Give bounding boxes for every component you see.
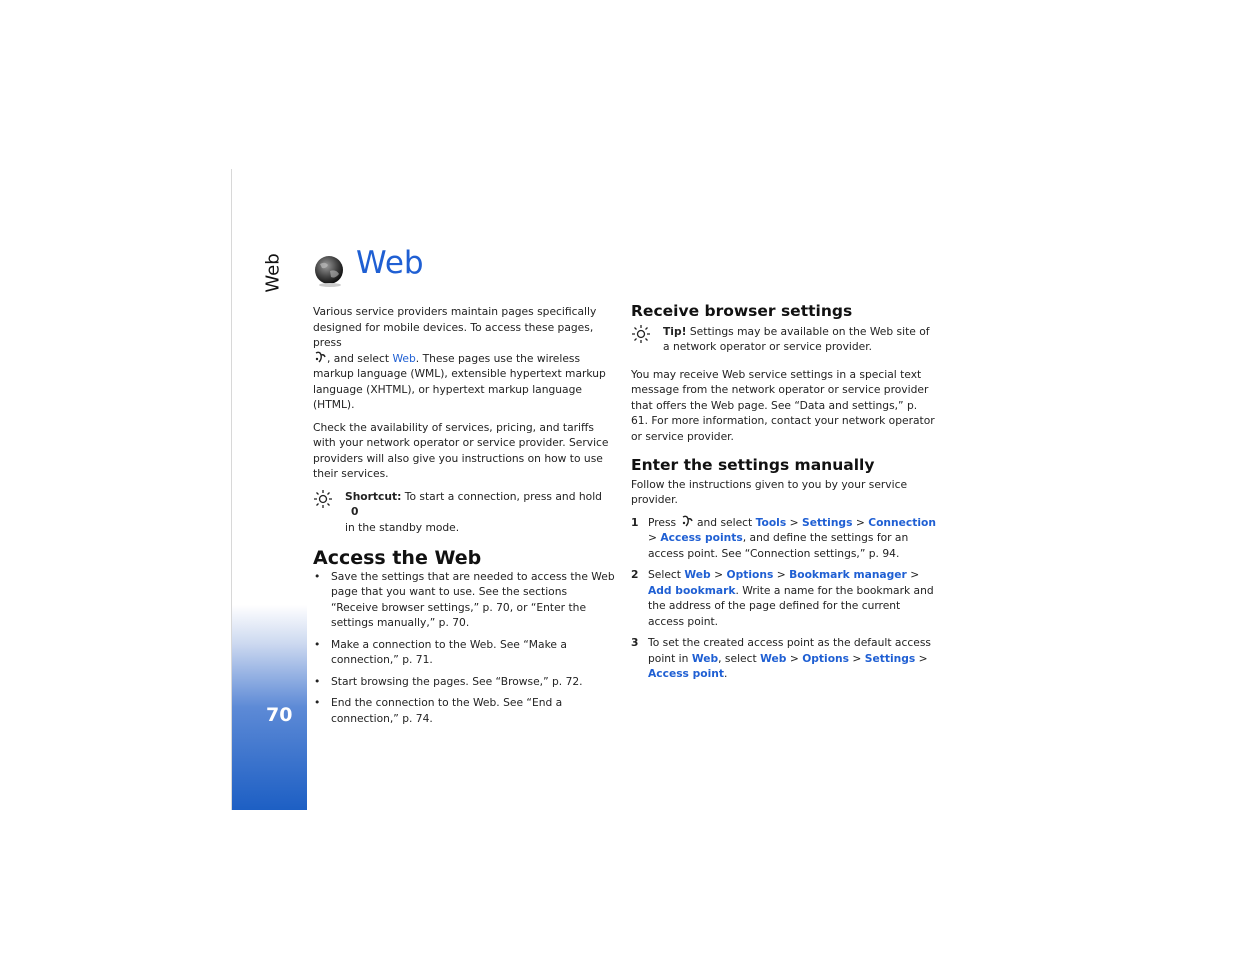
- tip-bulb-icon: [313, 489, 333, 509]
- tip-bulb-icon: [631, 324, 651, 344]
- receive-heading: Receive browser settings: [631, 302, 853, 320]
- intro-text-b: , and select: [327, 351, 390, 365]
- shortcut-text: To start a connection, press and hold: [404, 489, 602, 503]
- access-list: [313, 569, 615, 727]
- receive-body: You may receive Web service settings in a special text message from the network operator or service provider that offers the Web page. See “Data and settings,” p. 61. For more information, contact your network operator or service provider.: [631, 367, 935, 443]
- list-item: • End the connection to the Web. See “End a connection,” p. 74.: [314, 696, 563, 725]
- menu-key-icon: [313, 351, 327, 364]
- intro-text-c: . These pages use the wireless markup language (WML), extensible hypertext markup language (XHTML), or hypertext markup language (HTML).: [313, 351, 606, 411]
- tools-link[interactable]: Tools: [755, 515, 787, 529]
- section-tab: [262, 255, 284, 291]
- page-number: 70: [266, 704, 293, 726]
- globe-icon: [314, 255, 346, 287]
- web-link[interactable]: Web: [760, 651, 787, 665]
- receive-tip: [631, 324, 936, 355]
- zero-key: 0: [351, 505, 359, 518]
- right-column: [631, 304, 936, 688]
- intro-paragraph-1: [313, 304, 615, 413]
- shortcut-text-2: in the standby mode.: [345, 520, 460, 534]
- manual-intro: Follow the instructions given to you by your service provider.: [631, 477, 908, 506]
- list-item: • Start browsing the pages. See “Browse,” p. 72.: [314, 674, 583, 688]
- web-link[interactable]: Web: [392, 351, 416, 365]
- options-link[interactable]: Options: [726, 568, 774, 581]
- settings-link[interactable]: Settings: [802, 515, 853, 529]
- step-3: 3 To set the created access point as the default access point in Web, select Web > Options > Settings > Access point.: [631, 636, 931, 680]
- web-link[interactable]: Web: [684, 568, 711, 581]
- access-point-link[interactable]: Access point: [648, 667, 725, 680]
- intro-text-a: Various service providers maintain pages specifically designed for mobile devices. To access these pages, press: [313, 305, 597, 349]
- options-link[interactable]: Options: [802, 651, 850, 665]
- section-tab-label: Web: [262, 253, 284, 293]
- intro-paragraph-2: Check the availability of services, pricing, and tariffs with your network operator or service provider. Service providers will also give you instructions on how to use their services.: [313, 420, 609, 480]
- tip-text: Settings may be available on the Web site of a network operator or service provider.: [663, 324, 930, 353]
- add-bookmark-link[interactable]: Add bookmark: [648, 583, 736, 597]
- step-1: 1 Press and select Tools > Settings > Connection > Access points, and define the settings for an access point. See “Connection settings,” p. 94.: [631, 515, 936, 560]
- manual-steps: [631, 515, 936, 682]
- access-points-link[interactable]: Access points: [660, 531, 743, 544]
- shortcut-tip: [313, 489, 615, 536]
- bookmark-manager-link[interactable]: Bookmark manager: [789, 568, 907, 581]
- web-link[interactable]: Web: [691, 651, 719, 665]
- left-column: [313, 304, 615, 732]
- page-title: Web: [356, 245, 424, 281]
- access-heading: Access the Web: [313, 547, 482, 569]
- list-item: • Make a connection to the Web. See “Make a connection,” p. 71.: [314, 637, 567, 666]
- menu-key-icon: [680, 515, 694, 528]
- tip-label: Tip!: [663, 324, 687, 338]
- manual-heading: Enter the settings manually: [631, 456, 875, 474]
- list-item: • Save the settings that are needed to access the Web page that you want to use. See the sections “Receive browser settings,” p. 70, or “Enter the settings manually,” p. 70.: [314, 569, 615, 629]
- step-2: 2 Select Web > Options > Bookmark manager > Add bookmark. Write a name for the bookmark and the address of the page defined for the current access point.: [631, 568, 934, 628]
- shortcut-label: Shortcut:: [345, 489, 402, 503]
- settings-link[interactable]: Settings: [864, 651, 916, 665]
- connection-link[interactable]: Connection: [868, 515, 936, 529]
